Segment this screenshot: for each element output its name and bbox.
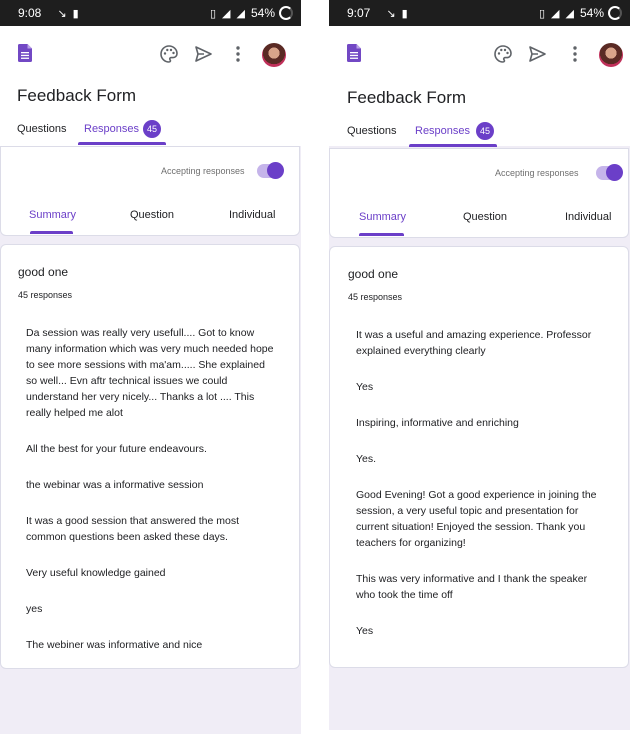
notification-icon: ↘ <box>386 7 396 20</box>
question-title: good one <box>18 265 69 279</box>
forms-app-icon[interactable] <box>347 44 361 62</box>
list-item: All the best for your future endeavours. <box>26 443 207 455</box>
sd-card-icon: ▮ <box>401 7 408 20</box>
app-header <box>329 26 630 146</box>
phone-screen-right <box>329 0 630 730</box>
response-list[interactable] <box>26 325 276 650</box>
list-item: It was a useful and amazing experience. Professor explained everything clearly <box>356 329 592 357</box>
avatar[interactable] <box>262 43 286 67</box>
phone-screen-left <box>0 0 301 734</box>
status-time: 9:08 <box>18 6 42 20</box>
notification-icon: ↘ <box>57 7 67 20</box>
subtab-question[interactable]: Question <box>130 209 175 221</box>
list-item: Yes <box>356 381 374 393</box>
forms-app-icon[interactable] <box>18 44 32 62</box>
signal-icon: ◢ <box>551 7 560 20</box>
status-bar <box>329 0 630 26</box>
active-tab-indicator <box>409 144 497 147</box>
list-item: Yes <box>356 625 374 637</box>
more-options-icon[interactable] <box>228 44 248 64</box>
list-item: It was a good session that answered the most common questions been asked these days. <box>26 515 240 543</box>
response-count: 45 responses <box>18 290 73 300</box>
list-item: yes <box>26 603 43 615</box>
responses-control-card <box>0 146 300 236</box>
responses-count-badge: 45 <box>143 120 161 138</box>
subtab-individual[interactable]: Individual <box>229 209 276 221</box>
responses-count-badge: 45 <box>476 122 494 140</box>
send-icon[interactable] <box>527 44 547 64</box>
app-header <box>0 26 301 146</box>
list-item: Inspiring, informative and enriching <box>356 417 519 429</box>
tab-responses[interactable]: Responses <box>84 123 140 135</box>
tab-bar <box>329 118 630 146</box>
list-item: Good Evening! Got a good experience in joining the session, a very useful topic and presentation for current situation! Enjoyed the session. Thank you teachers for organizing! <box>356 489 597 549</box>
list-item: Da session was really very usefull.... Got to know many information which was very much needed hope to see more sessions with ma'am..... She explained so well... Evn aftr technical issues we could understand her very nicely... Thanks a lot .... This really helped me alot <box>26 327 274 419</box>
toggle-knob <box>606 164 623 181</box>
tab-responses[interactable]: Responses <box>415 125 471 137</box>
wifi-signal-icon: ◢ <box>236 7 245 20</box>
accepting-responses-toggle[interactable] <box>596 166 620 180</box>
sd-card-icon: ▮ <box>72 7 79 20</box>
status-time: 9:07 <box>347 6 371 20</box>
question-summary-card <box>329 246 629 668</box>
accepting-responses-toggle[interactable] <box>257 164 281 178</box>
subtab-summary[interactable]: Summary <box>359 211 407 223</box>
palette-icon[interactable] <box>493 44 513 64</box>
palette-icon[interactable] <box>159 44 179 64</box>
question-title: good one <box>348 267 399 281</box>
vibrate-icon: ▯ <box>209 7 217 20</box>
active-subtab-indicator <box>30 231 73 234</box>
battery-icon <box>279 6 293 20</box>
accepting-responses-label: Accepting responses <box>495 168 579 178</box>
tab-questions[interactable]: Questions <box>17 123 67 135</box>
signal-icon: ◢ <box>222 7 231 20</box>
active-subtab-indicator <box>359 233 404 236</box>
active-tab-indicator <box>78 142 166 145</box>
wifi-signal-icon: ◢ <box>565 7 574 20</box>
send-icon[interactable] <box>193 44 213 64</box>
subtab-individual[interactable]: Individual <box>565 211 612 223</box>
accepting-responses-label: Accepting responses <box>161 166 245 176</box>
toggle-knob <box>267 162 284 179</box>
subtab-question[interactable]: Question <box>463 211 508 223</box>
list-item: The webiner was informative and nice <box>26 639 203 650</box>
list-item: Very useful knowledge gained <box>26 567 166 579</box>
response-list[interactable] <box>356 327 606 649</box>
response-count: 45 responses <box>348 292 403 302</box>
list-item: Yes. <box>356 453 377 465</box>
list-item: This was very informative and I thank the speaker who took the time off <box>356 573 588 601</box>
tab-questions[interactable]: Questions <box>347 125 397 137</box>
form-title: Feedback Form <box>347 88 467 107</box>
battery-icon <box>608 6 622 20</box>
vibrate-icon: ▯ <box>538 7 546 20</box>
question-summary-card <box>0 244 300 669</box>
responses-control-card <box>329 148 629 238</box>
form-title: Feedback Form <box>17 86 137 105</box>
more-options-icon[interactable] <box>565 44 585 64</box>
battery-level: 54% <box>250 6 275 20</box>
status-bar <box>0 0 301 26</box>
subtab-summary[interactable]: Summary <box>29 209 77 221</box>
avatar[interactable] <box>599 43 623 67</box>
list-item: the webinar was a informative session <box>26 479 204 491</box>
tab-bar <box>0 118 301 146</box>
battery-level: 54% <box>579 6 604 20</box>
